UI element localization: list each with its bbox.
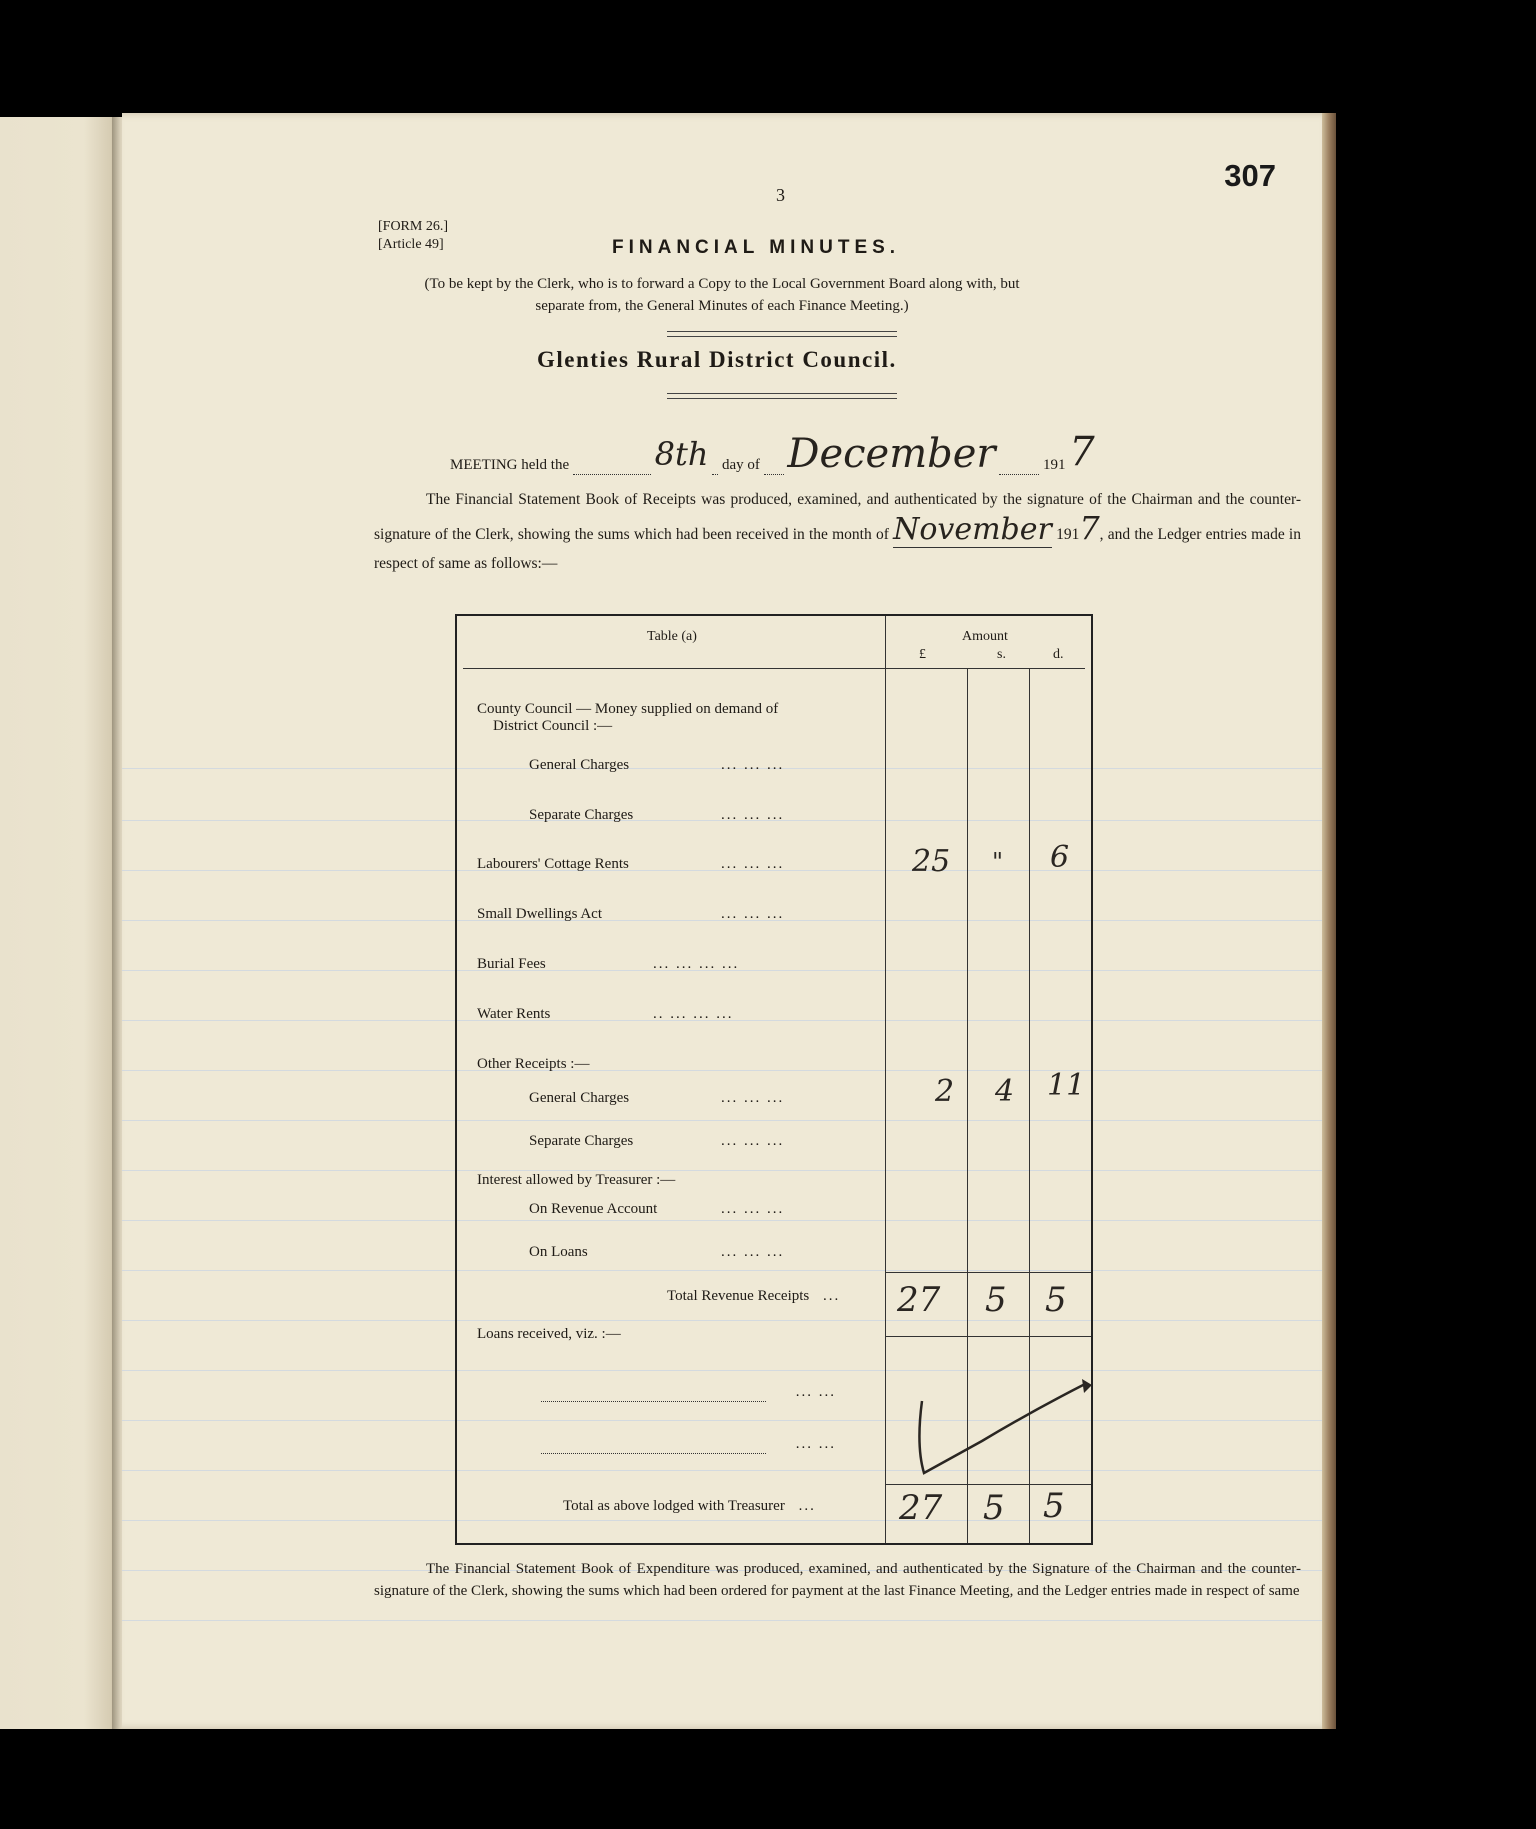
row-loan-blank-1: ... ...	[541, 1384, 836, 1402]
meeting-month: December	[787, 431, 996, 477]
row-cc-general-charges: General Charges	[529, 757, 630, 773]
unit-shillings: s.	[997, 647, 1006, 662]
unit-pounds: £	[919, 647, 926, 662]
row-burial-fees: Burial Fees	[477, 956, 546, 972]
receipts-statement	[374, 485, 1301, 578]
check-mark-icon	[912, 1361, 1102, 1481]
amount-pence: 5	[1045, 1280, 1067, 1320]
instructions-line-1: (To be kept by the Clerk, who is to forward a Copy to the Local Government Board along with, but	[424, 276, 1020, 292]
row-other-receipts: Other Receipts :—	[477, 1056, 590, 1072]
meeting-day-of: day of	[721, 457, 760, 473]
page-number: 307	[1224, 158, 1276, 193]
folio-number: 3	[776, 185, 785, 205]
table-header-description: Table (a)	[647, 629, 697, 644]
expenditure-statement: The Financial Statement Book of Expenditure was produced, examined, and authenticated by the Signature of the Chairman and the counter-signature of the Clerk, showing the sums which had been ordered for payment at the last Finance Meeting, and the Ledger entries made in respect of same	[374, 1561, 1301, 1599]
left-page	[0, 117, 120, 1729]
receipts-year-prefix: 191	[1056, 526, 1080, 543]
amount-shillings: 5	[983, 1488, 1005, 1528]
meeting-prefix: MEETING held the	[450, 457, 570, 473]
row-loan-blank-2: ... ...	[541, 1436, 836, 1454]
table-header-amount: Amount	[962, 629, 1008, 644]
right-page	[122, 113, 1334, 1729]
amount-pounds: 27	[897, 1280, 941, 1320]
amount-pounds: 27	[899, 1488, 943, 1528]
instructions-line-2: separate from, the General Minutes of each Finance Meeting.)	[535, 298, 909, 314]
row-total-lodged-with-treasurer: Total as above lodged with Treasurer ...	[563, 1498, 816, 1514]
page-edge	[1322, 113, 1336, 1729]
row-on-loans: On Loans	[529, 1244, 588, 1260]
amount-pounds: 2	[935, 1074, 955, 1109]
form-number: [FORM 26.]	[378, 219, 449, 234]
divider-bottom	[667, 393, 897, 394]
document-title: FINANCIAL MINUTES.	[612, 237, 901, 258]
meeting-year-suffix: 7	[1069, 429, 1095, 475]
receipts-table: Table (a) Amount £ s. d. County Council — Money supplied on demand of District Council :— General Charges ... ... ... Separate Charges ... ... ... Labourers' Cottage Rents ... ... ... 25 " 6 Small Dwellings Act ... ... ... Burial Fees ... ... ... ... Water Rents .. ... ... ... Other Receipts :— General Charges ... ... ... 2 4 11 Separate Charges ... ... ... Interest allowed by Treasurer :— On Revenue Account ... ... ... On Loans ... ... ... Total Revenue Receipts ... 27 5 5 Loans received, viz. :— ... ... ... ... Total as above lodged with Treasurer ... 27 5 5	[455, 614, 1093, 1545]
row-interest-allowed: Interest allowed by Treasurer :—	[477, 1172, 676, 1188]
meeting-day: 8th	[654, 435, 709, 473]
amount-pence: 6	[1050, 840, 1070, 875]
row-water-rents: Water Rents	[477, 1006, 551, 1022]
row-on-revenue-account: On Revenue Account	[529, 1201, 658, 1217]
amount-shillings: "	[992, 848, 1004, 876]
meeting-line	[450, 429, 1095, 479]
unit-pence: d.	[1053, 647, 1064, 662]
amount-pounds: 25	[912, 844, 951, 879]
form-reference	[378, 218, 448, 254]
article-number: [Article 49]	[378, 237, 444, 252]
receipts-year-suffix: 7	[1079, 509, 1100, 547]
receipts-text-end: , and the Ledger entries made in respect of same as follows:—	[374, 526, 1301, 572]
row-county-council: County Council — Money supplied on demand of District Council :—	[477, 701, 779, 734]
instructions	[412, 273, 1032, 317]
amount-pence: 5	[1043, 1486, 1065, 1526]
amount-shillings: 5	[985, 1280, 1007, 1320]
receipts-text-start: The Financial Statement Book of Receipts was produced, examined, and authenticated by the signature of the Chairman and the counter-signature of the Clerk, showing the sums which had been received in the month of	[374, 491, 1301, 543]
row-loans-received: Loans received, viz. :—	[477, 1326, 621, 1342]
row-or-general-charges: General Charges	[529, 1090, 630, 1106]
row-cc-separate-charges: Separate Charges	[529, 807, 634, 823]
divider-top	[667, 331, 897, 332]
row-labourers-cottage-rents: Labourers' Cottage Rents	[477, 856, 629, 872]
council-name: Glenties Rural District Council.	[537, 347, 897, 372]
row-total-revenue-receipts: Total Revenue Receipts ...	[667, 1288, 841, 1304]
row-or-separate-charges: Separate Charges	[529, 1133, 634, 1149]
row-small-dwellings-act: Small Dwellings Act	[477, 906, 602, 922]
amount-shillings: 4	[995, 1074, 1015, 1109]
amount-pence: 11	[1047, 1068, 1086, 1103]
meeting-year-prefix: 191	[1043, 457, 1066, 473]
receipts-month: November	[893, 512, 1052, 547]
